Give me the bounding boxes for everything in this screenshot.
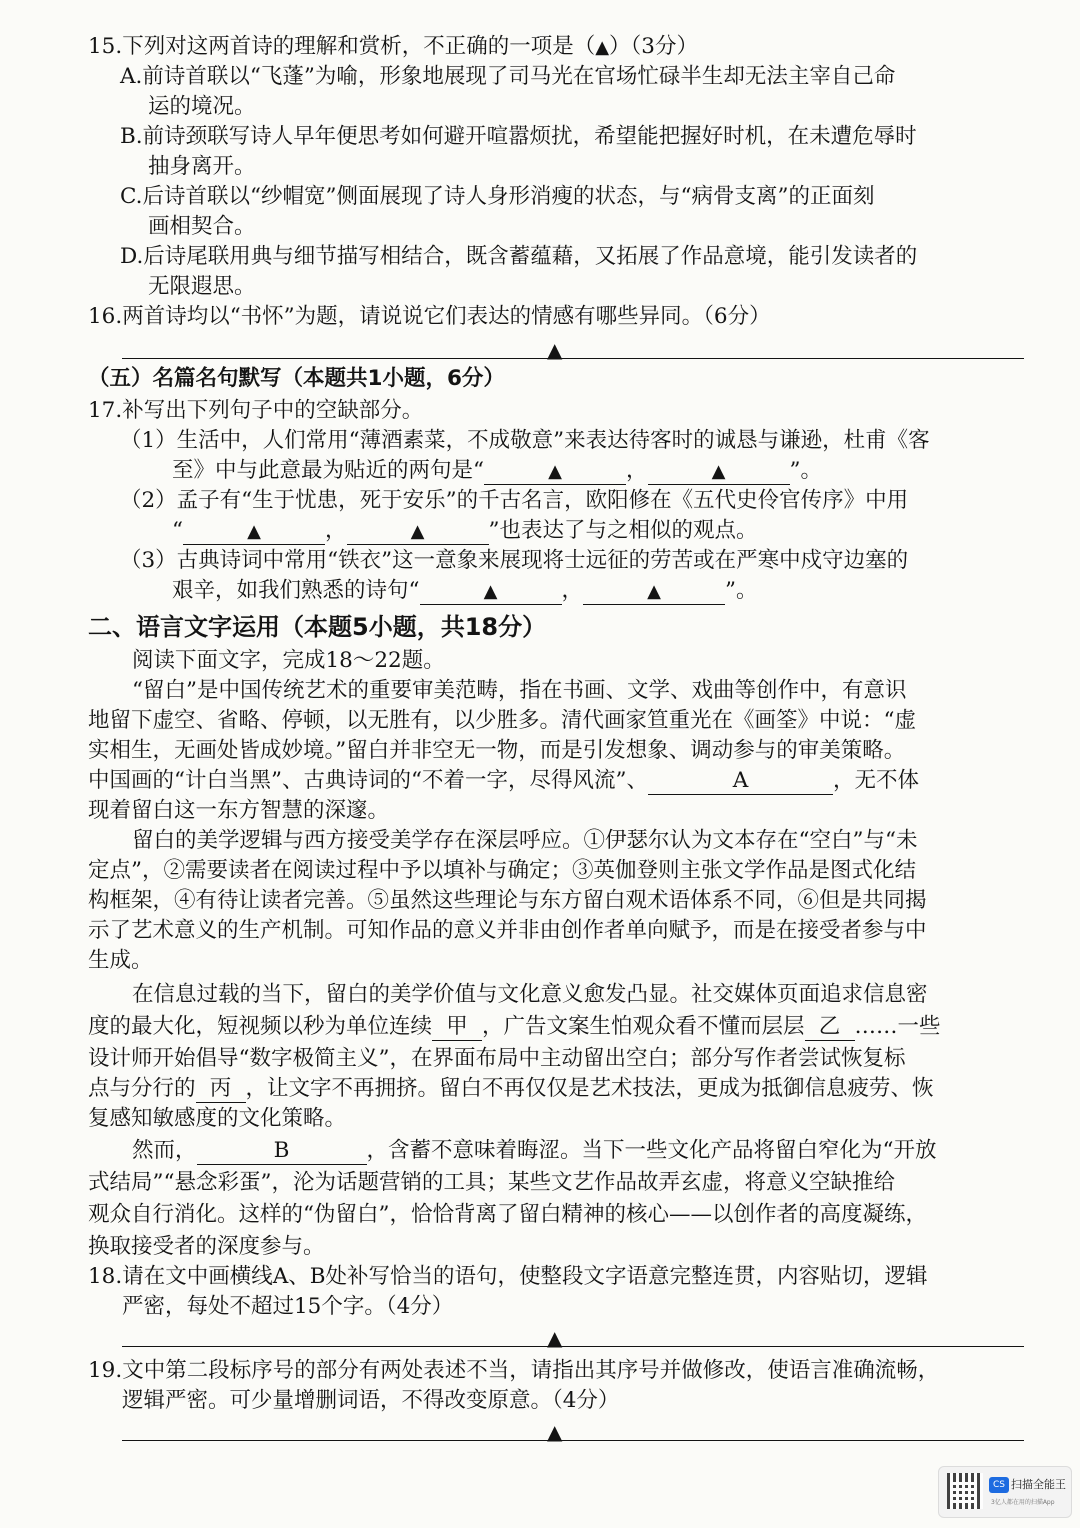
q15-option-b: B.前诗颈联写诗人早年便思考如何避开喧嚣烦扰，希望能把握好时机，在未遭危辱时 <box>120 124 917 149</box>
para2-line1: 留白的美学逻辑与西方接受美学存在深层呼应。①伊瑟尔认为文本存在“空白”与“未 <box>132 828 918 853</box>
para1-line3: 实相生，无画处皆成妙境。”留白并非空无一物，而是引发想象、调动参与的审美策略。 <box>88 738 906 763</box>
para1-line4: 中国画的“计白当黑”、古典诗词的“不着一字，尽得风流”、 A ，无不体 <box>88 768 919 793</box>
q16-stem: 16.两首诗均以“书怀”为题，请说说它们表达的情感有哪些异同。（6分） <box>88 304 771 329</box>
q19-line2: 逻辑严密。可少量增删词语，不得改变原意。（4分） <box>122 1388 620 1413</box>
blank-a[interactable]: A <box>648 768 833 795</box>
answer-marker: ▲ <box>595 37 610 58</box>
q15-option-c-cont: 画相契合。 <box>148 214 256 239</box>
para1-line2: 地留下虚空、省略、停顿，以无胜有，以少胜多。清代画家笪重光在《画筌》中说：“虚 <box>88 708 916 733</box>
q17-stem: 17.补写出下列句子中的空缺部分。 <box>88 398 424 423</box>
para4-line4: 换取接受者的深度参与。 <box>88 1234 325 1259</box>
blank-17-3a[interactable]: ▲ <box>420 578 562 605</box>
para4-line3: 观众自行消化。这样的“伪留白”，恰恰背离了留白精神的核心——以创作者的高度凝练， <box>88 1202 927 1227</box>
blank-17-2b[interactable]: ▲ <box>347 518 489 545</box>
section-5-title: （五）名篇名句默写（本题共1小题，6分） <box>88 366 505 391</box>
q17-p3-line1: （3）古典诗词中常用“铁衣”这一意象来展现将士远征的劳苦或在严寒中戍守边塞的 <box>120 548 909 573</box>
scanner-watermark <box>938 1466 1072 1518</box>
para2-line2: 定点”，②需要读者在阅读过程中予以填补与确定；③英伽登则主张文学作品是图式化结 <box>88 858 916 883</box>
q19-line1: 19.文中第二段标序号的部分有两处表述不当，请指出其序号并做修改，使语言准确流畅， <box>88 1358 940 1383</box>
q17-p2-line2: “ ▲ ， ▲ ”也表达了与之相似的观点。 <box>172 518 758 543</box>
q15-stem: 15.下列对这两首诗的理解和赏析，不正确的一项是（▲）（3分） <box>88 34 698 59</box>
blank-yi[interactable]: 乙 <box>805 1014 855 1041</box>
q19-answer-line[interactable] <box>122 1440 1024 1441</box>
para4-line1: 然而， B ，含蓄不意味着晦涩。当下一些文化产品将留白窄化为“开放 <box>132 1138 937 1163</box>
q19-answer-marker: ▲ <box>547 1420 563 1444</box>
para2-line4: 示了艺术意义的生产机制。可知作品的意义并非由创作者单向赋予，而是在接受者参与中 <box>88 918 927 943</box>
q15-option-a-cont: 运的境况。 <box>148 94 256 119</box>
q16-answer-line[interactable] <box>122 358 1024 359</box>
para1-line5: 现着留白这一东方智慧的深邃。 <box>88 798 390 823</box>
reading-intro: 阅读下面文字，完成18～22题。 <box>132 648 445 673</box>
para3-line2: 度的最大化，短视频以秒为单位连续 甲 ，广告文案生怕观众看不懂而层层 乙 ……一些 <box>88 1014 941 1039</box>
para3-line4: 点与分行的 丙 ，让文字不再拥挤。留白不再仅仅是艺术技法，更成为抵御信息疲劳、恢 <box>88 1076 934 1101</box>
blank-17-1b[interactable]: ▲ <box>648 458 790 485</box>
blank-17-1a[interactable]: ▲ <box>484 458 626 485</box>
q17-p1-line1: （1）生活中，人们常用“薄酒素菜，不成敬意”来表达待客时的诚恳与谦逊，杜甫《客 <box>120 428 930 453</box>
q18-answer-line[interactable] <box>122 1346 1024 1347</box>
q15-option-b-cont: 抽身离开。 <box>148 154 256 179</box>
q17-p1-line2: 至》中与此意最为贴近的两句是“ ▲ ， ▲ ”。 <box>172 458 823 483</box>
q16-option-d-cont: 无限遐思。 <box>148 274 256 299</box>
para3-line3: 设计师开始倡导“数字极简主义”，在界面布局中主动留出空白；部分写作者尝试恢复标 <box>88 1046 906 1071</box>
para3-line1: 在信息过载的当下，留白的美学价值与文化意义愈发凸显。社交媒体页面追求信息密 <box>132 982 928 1007</box>
para2-line5: 生成。 <box>88 948 153 973</box>
q18-line2: 严密，每处不超过15个字。（4分） <box>122 1294 454 1319</box>
q16-answer-marker: ▲ <box>547 338 563 362</box>
watermark-subtitle: 3亿人都在用的扫描App <box>991 1499 1055 1506</box>
q17-p3-line2: 艰辛，如我们熟悉的诗句“ ▲ ， ▲ ”。 <box>172 578 758 603</box>
watermark-brand: 扫描全能王 <box>1011 1478 1066 1491</box>
q18-answer-marker: ▲ <box>547 1326 563 1350</box>
blank-b[interactable]: B <box>197 1138 367 1165</box>
section-2-title: 二、语言文字运用（本题5小题，共18分） <box>88 613 547 641</box>
para4-line2: 式结局”“悬念彩蛋”，沦为话题营销的工具；某些文艺作品故弄玄虚，将意义空缺推给 <box>88 1170 895 1195</box>
qr-code-icon <box>947 1473 983 1509</box>
blank-17-3b[interactable]: ▲ <box>583 578 725 605</box>
blank-jia[interactable]: 甲 <box>432 1014 482 1041</box>
q15-option-a: A.前诗首联以“飞蓬”为喻，形象地展现了司马光在官场忙碌半生却无法主宰自己命 <box>120 64 896 89</box>
para1-line1: “留白”是中国传统艺术的重要审美范畴，指在书画、文学、戏曲等创作中，有意识 <box>132 678 907 703</box>
blank-17-2a[interactable]: ▲ <box>183 518 325 545</box>
q15-option-c: C.后诗首联以“纱帽宽”侧面展现了诗人身形消瘦的状态，与“病骨支离”的正面刻 <box>120 184 875 209</box>
q17-p2-line1: （2）孟子有“生于忧患，死于安乐”的千古名言，欧阳修在《五代史伶官传序》中用 <box>120 488 909 513</box>
blank-bing[interactable]: 丙 <box>196 1076 246 1103</box>
para3-line5: 复感知敏感度的文化策略。 <box>88 1106 347 1131</box>
q15-option-d: D.后诗尾联用典与细节描写相结合，既含蓄蕴藉，又拓展了作品意境，能引发读者的 <box>120 244 918 269</box>
camscanner-logo-icon: CS <box>989 1477 1009 1493</box>
para2-line3: 构框架，④有待让读者完善。⑤虽然这些理论与东方留白观术语体系不同，⑥但是共同揭 <box>88 888 927 913</box>
q18-line1: 18.请在文中画横线A、B处补写恰当的语句，使整段文字语意完整连贯，内容贴切，逻辑 <box>88 1264 928 1289</box>
